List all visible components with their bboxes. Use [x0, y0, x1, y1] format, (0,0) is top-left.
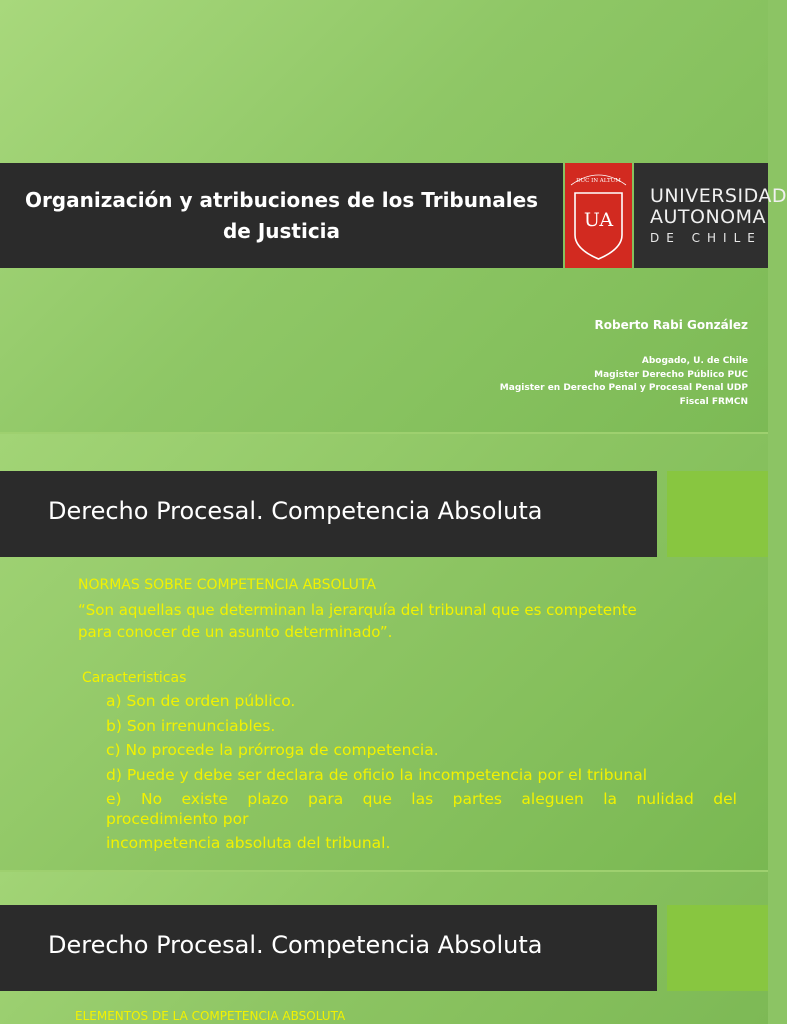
presentation-title: Organización y atribuciones de los Tribunales de Justicia	[24, 187, 539, 243]
university-name-line3: DE CHILE	[650, 231, 762, 245]
header-accent-box	[667, 471, 768, 557]
university-motto: DUC IN ALTUM	[576, 178, 621, 184]
norms-definition	[78, 599, 718, 643]
credential-line: Magister en Derecho Penal y Procesal Penal UDP	[499, 383, 748, 393]
list-item: d) Puede y debe ser declara de oficio la incompetencia por el tribunal	[106, 765, 647, 784]
content-slide	[0, 872, 768, 1024]
norms-heading: NORMAS SOBRE COMPETENCIA ABSOLUTA	[78, 577, 376, 593]
list-item: b) Son irrenunciables.	[106, 716, 276, 735]
university-name-line2: AUTONOMA	[650, 206, 767, 228]
list-item: a) Son de orden público.	[106, 692, 296, 710]
university-initials: UA	[583, 209, 614, 231]
slide-header-title: Derecho Procesal. Competencia Absoluta	[48, 497, 543, 525]
shield-emblem-icon	[565, 163, 632, 268]
credential-line: Magister Derecho Público PUC	[594, 369, 748, 380]
author-credentials	[500, 355, 748, 409]
credential-line: Fiscal FRMCN	[679, 396, 748, 407]
university-logo-wordmark	[634, 163, 787, 268]
slide-header-bar	[0, 471, 657, 557]
university-name-line1: UNIVERSIDAD	[650, 185, 787, 207]
characteristics-list	[106, 691, 737, 858]
title-bar	[0, 163, 563, 268]
elements-heading: ELEMENTOS DE LA COMPETENCIA ABSOLUTA	[75, 1009, 346, 1023]
definition-line: “Son aquellas que determinan la jerarquía del tribunal que es competente	[78, 601, 637, 619]
content-slide	[0, 434, 768, 870]
author-name: Roberto Rabi González	[594, 318, 748, 332]
list-item: c) No procede la prórroga de competencia.	[106, 741, 439, 759]
credential-line: Abogado, U. de Chile	[641, 356, 748, 366]
title-slide	[0, 0, 787, 432]
university-logo-emblem	[565, 163, 632, 268]
list-item-continuation: procedimiento por	[106, 810, 249, 828]
slide-header-bar	[0, 905, 657, 991]
slide-header-title: Derecho Procesal. Competencia Absoluta	[48, 931, 543, 959]
list-item: e) No existe plazo para que las partes aleguen la nulidad del	[106, 790, 737, 808]
header-accent-box	[667, 905, 768, 991]
list-item-continuation: incompetencia absoluta del tribunal.	[106, 834, 391, 852]
characteristics-heading: Caracteristicas	[82, 670, 187, 686]
definition-line: para conocer de un asunto determinado”.	[78, 623, 393, 641]
